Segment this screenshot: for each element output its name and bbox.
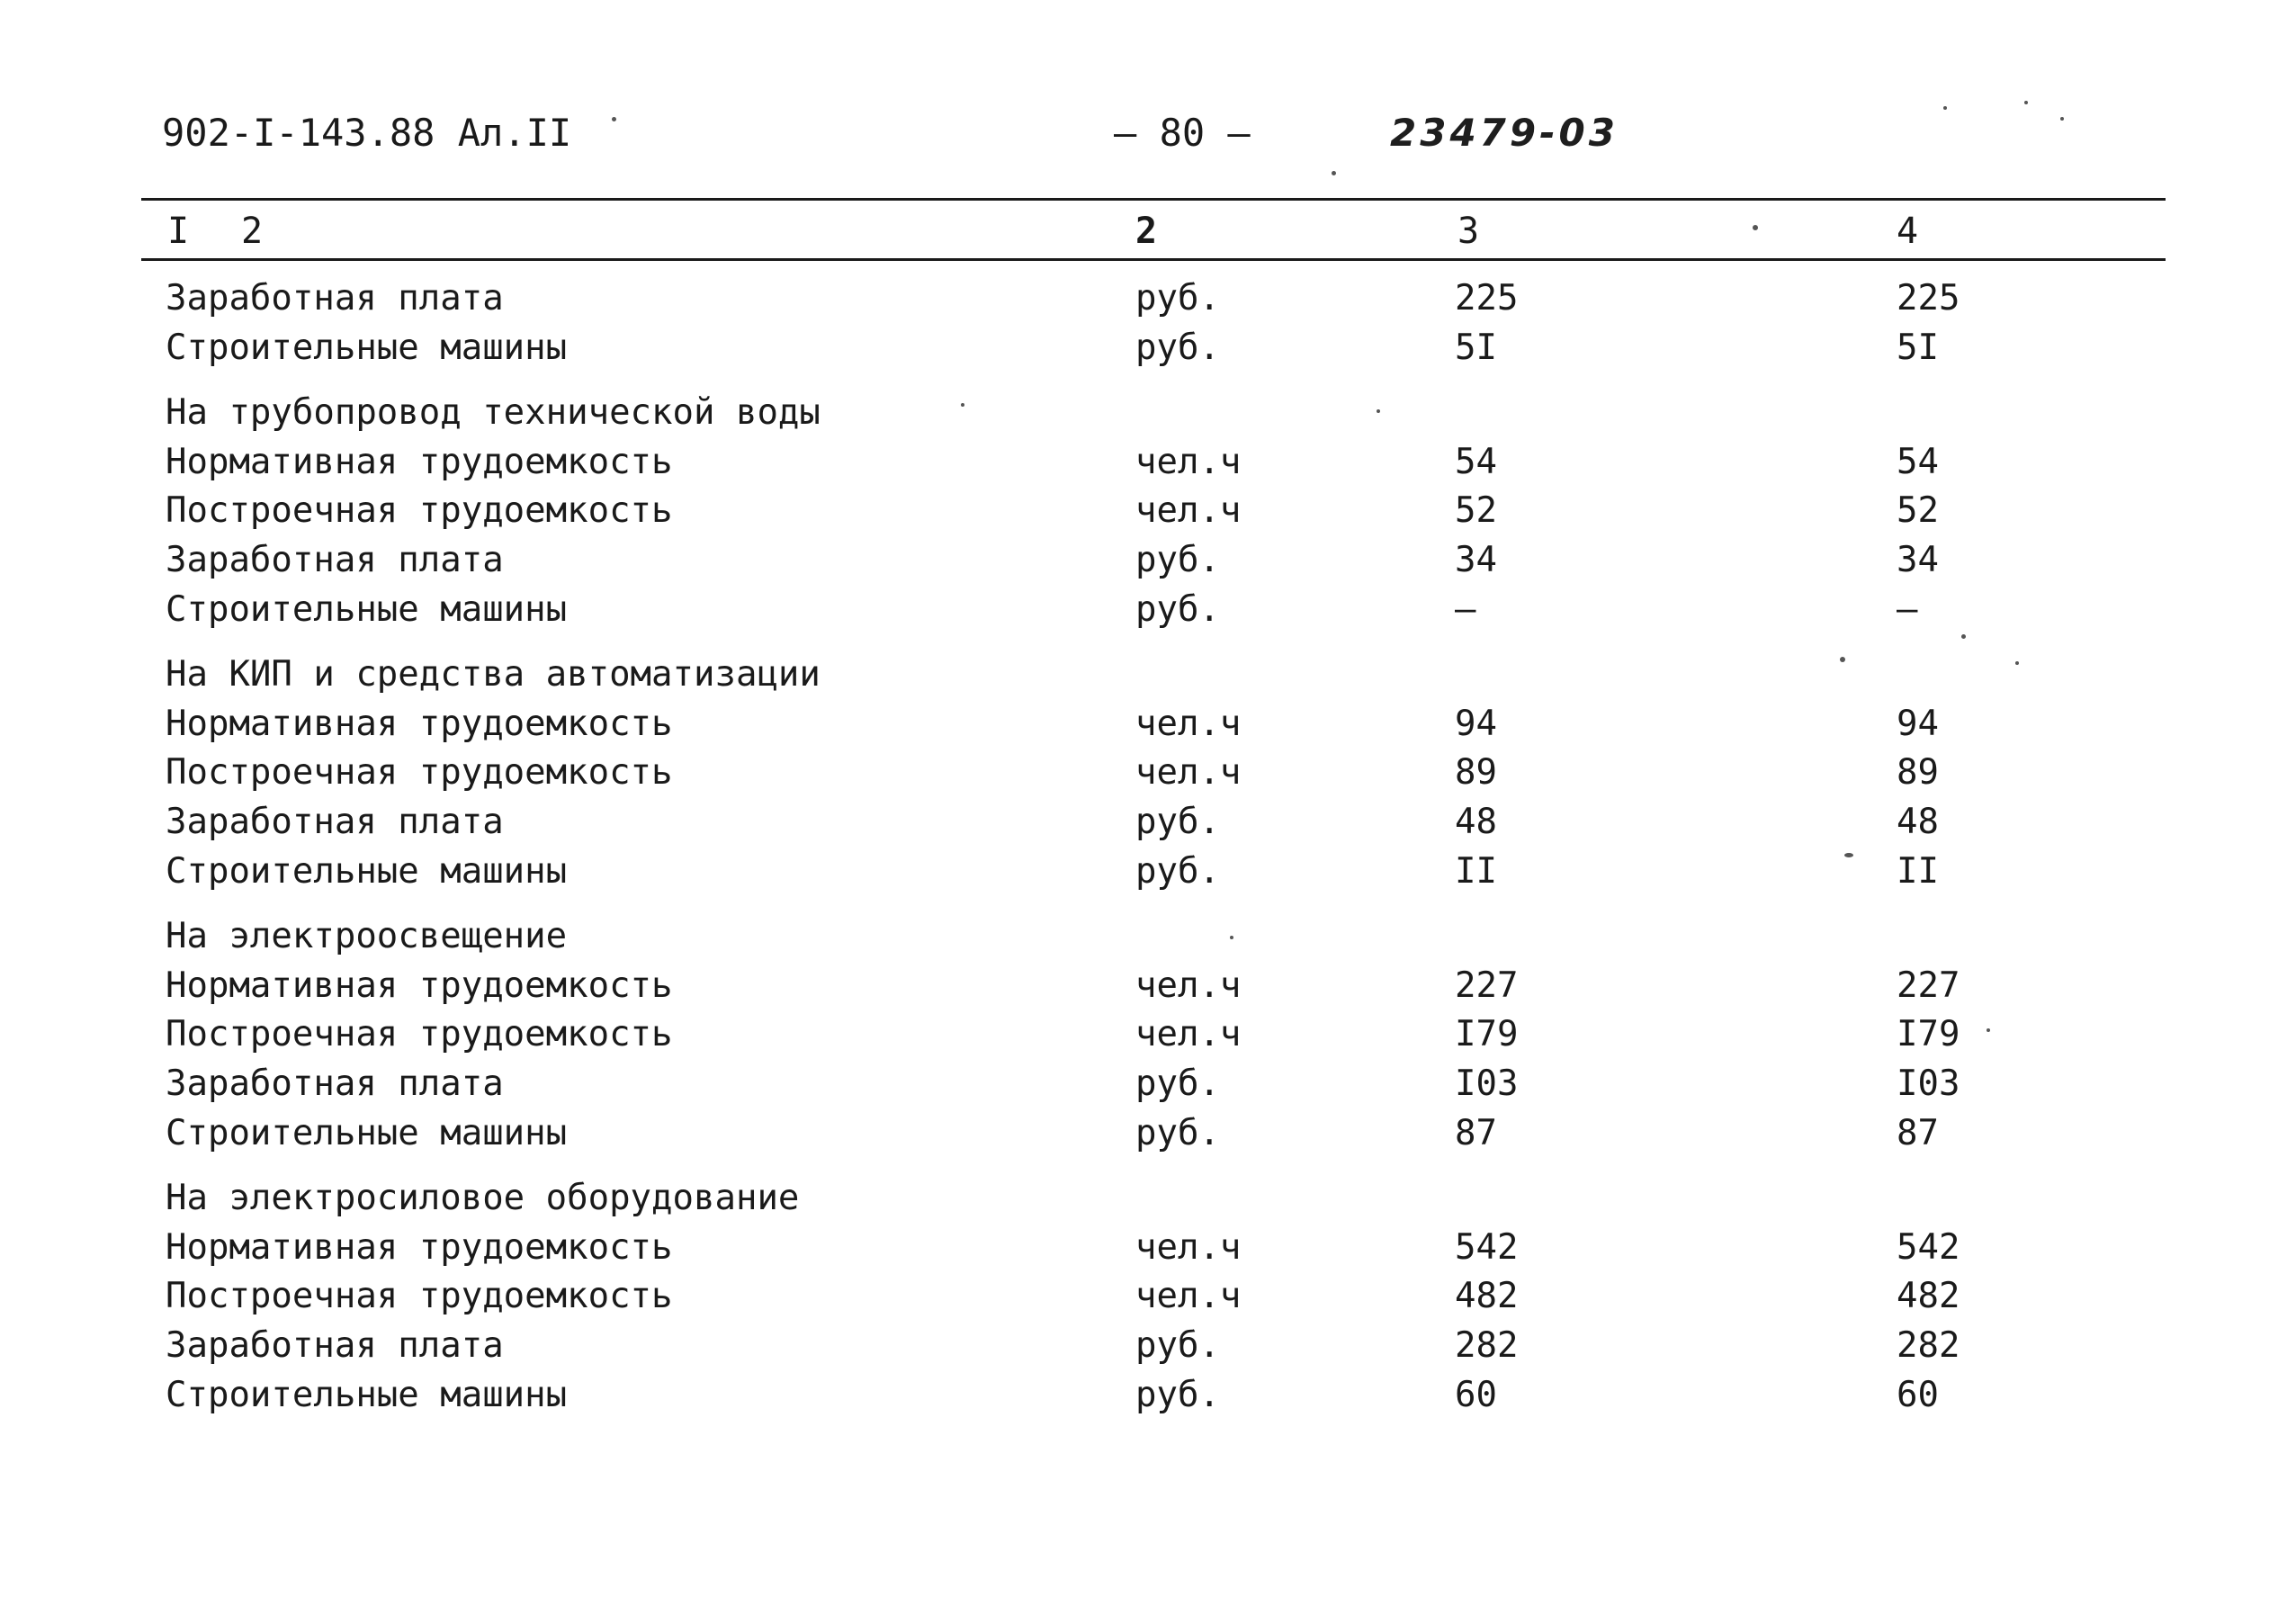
row-value-col4: 87 [1897, 1112, 1939, 1153]
row-name: Нормативная трудоемкость [166, 703, 673, 744]
scan-speck [1987, 1028, 1990, 1032]
table-row [0, 1109, 2296, 1158]
row-value-col3: 542 [1455, 1226, 1519, 1268]
table-row [0, 1371, 2296, 1420]
scan-speck [1230, 936, 1233, 939]
scan-speck [1377, 409, 1380, 413]
row-unit: руб. [1135, 278, 1220, 319]
row-value-col3: 60 [1455, 1374, 1497, 1415]
row-unit: руб. [1135, 1325, 1220, 1366]
row-unit: чел.ч [1135, 1226, 1242, 1268]
row-name: Построечная трудоемкость [166, 752, 673, 794]
row-unit: руб. [1135, 850, 1220, 892]
column-header-unit: 2 [1135, 211, 1158, 252]
row-name: Заработная плата [166, 540, 504, 580]
row-value-col4: – [1897, 588, 1918, 630]
row-name: Построечная трудоемкость [166, 490, 673, 532]
row-unit: руб. [1135, 327, 1220, 368]
row-unit: чел.ч [1135, 752, 1242, 794]
page-number: – 80 – [1114, 111, 1251, 155]
table-row [0, 1322, 2296, 1370]
row-name: Строительные машины [166, 327, 568, 368]
scan-speck [1961, 634, 1966, 639]
row-value-col3: I03 [1455, 1063, 1519, 1104]
section-title [0, 650, 2296, 699]
row-value-col4: 227 [1897, 965, 1960, 1006]
table-row [0, 962, 2296, 1010]
section-title-text: На КИП и средства автоматизации [166, 654, 821, 695]
row-name: Построечная трудоемкость [166, 1014, 673, 1055]
section-title-text: На электросиловое оборудование [166, 1178, 800, 1219]
row-name: Строительные машины [166, 1374, 568, 1415]
scan-speck [1840, 657, 1845, 662]
row-value-col4: 282 [1897, 1325, 1960, 1366]
column-header-3: 3 [1457, 211, 1480, 252]
table-row [0, 798, 2296, 847]
row-unit: чел.ч [1135, 441, 1242, 482]
row-name: Нормативная трудоемкость [166, 965, 673, 1006]
scan-speck [961, 403, 964, 407]
row-name: Заработная плата [166, 802, 504, 842]
row-unit: чел.ч [1135, 965, 1242, 1006]
row-name: Нормативная трудоемкость [166, 441, 673, 482]
scan-speck [1943, 106, 1947, 110]
section-title [0, 389, 2296, 437]
scan-speck [1332, 171, 1336, 175]
row-unit: руб. [1135, 540, 1220, 580]
scan-speck [612, 117, 616, 121]
section-title [0, 1174, 2296, 1223]
row-unit: руб. [1135, 1063, 1220, 1104]
row-value-col4: 542 [1897, 1226, 1960, 1268]
row-value-col4: 89 [1897, 752, 1939, 794]
row-name: Строительные машины [166, 1112, 568, 1153]
table-row [0, 324, 2296, 372]
scan-speck [2060, 117, 2064, 121]
row-value-col3: – [1455, 588, 1476, 630]
row-value-col4: 225 [1897, 278, 1960, 319]
row-unit: руб. [1135, 1374, 1220, 1415]
table-row [0, 1010, 2296, 1059]
row-value-col3: I79 [1455, 1014, 1519, 1055]
table-row [0, 1060, 2296, 1108]
row-value-col3: 54 [1455, 441, 1497, 482]
table-row [0, 1224, 2296, 1272]
scan-speck [1844, 853, 1853, 857]
row-value-col3: II [1455, 850, 1497, 892]
row-unit: чел.ч [1135, 703, 1242, 744]
row-value-col4: 54 [1897, 441, 1939, 482]
table-top-rule [141, 198, 2166, 201]
row-value-col3: 227 [1455, 965, 1519, 1006]
row-name: Строительные машины [166, 850, 568, 892]
row-value-col3: 482 [1455, 1276, 1519, 1317]
row-value-col4: 52 [1897, 490, 1939, 532]
column-header-2: 2 [241, 211, 264, 252]
row-name: Строительные машины [166, 588, 568, 630]
row-unit: руб. [1135, 588, 1220, 630]
row-unit: чел.ч [1135, 1276, 1242, 1317]
scan-speck [2015, 661, 2019, 665]
table-header-bottom-rule [141, 258, 2166, 261]
row-value-col4: I79 [1897, 1014, 1960, 1055]
row-value-col3: 225 [1455, 278, 1519, 319]
row-value-col3: 94 [1455, 703, 1497, 744]
row-value-col4: 48 [1897, 802, 1939, 842]
row-value-col3: 282 [1455, 1325, 1519, 1366]
row-unit: руб. [1135, 1112, 1220, 1153]
table-row [0, 848, 2296, 896]
table-row [0, 700, 2296, 749]
table-row [0, 274, 2296, 323]
section-title [0, 912, 2296, 961]
row-unit: руб. [1135, 802, 1220, 842]
row-name: Заработная плата [166, 1325, 504, 1366]
row-unit: чел.ч [1135, 490, 1242, 532]
scan-speck [2024, 101, 2028, 104]
column-header-1: I [167, 211, 190, 252]
column-header-4: 4 [1897, 211, 1919, 252]
row-value-col4: 34 [1897, 540, 1939, 580]
table-row [0, 536, 2296, 585]
row-value-col4: 60 [1897, 1374, 1939, 1415]
row-value-col3: 34 [1455, 540, 1497, 580]
table-row [0, 487, 2296, 535]
row-value-col4: II [1897, 850, 1939, 892]
section-title-text: На трубопровод технической воды [166, 392, 821, 434]
row-unit: чел.ч [1135, 1014, 1242, 1055]
handwritten-stamp-number: 23479-03 [1390, 111, 1619, 155]
row-value-col3: 48 [1455, 802, 1497, 842]
row-value-col4: 5I [1897, 327, 1939, 368]
row-name: Заработная плата [166, 1063, 504, 1104]
row-value-col3: 52 [1455, 490, 1497, 532]
row-value-col3: 87 [1455, 1112, 1497, 1153]
row-value-col3: 89 [1455, 752, 1497, 794]
table-row [0, 1272, 2296, 1321]
row-value-col3: 5I [1455, 327, 1497, 368]
row-value-col4: 94 [1897, 703, 1939, 744]
row-value-col4: 482 [1897, 1276, 1960, 1317]
row-value-col4: I03 [1897, 1063, 1960, 1104]
table-row [0, 749, 2296, 797]
row-name: Заработная плата [166, 278, 504, 319]
row-name: Нормативная трудоемкость [166, 1226, 673, 1268]
document-code: 902-I-143.88 Ал.II [162, 111, 572, 155]
section-title-text: На электроосвещение [166, 916, 568, 957]
table-row [0, 586, 2296, 634]
row-name: Построечная трудоемкость [166, 1276, 673, 1317]
table-row [0, 438, 2296, 487]
scan-speck [1753, 225, 1758, 230]
